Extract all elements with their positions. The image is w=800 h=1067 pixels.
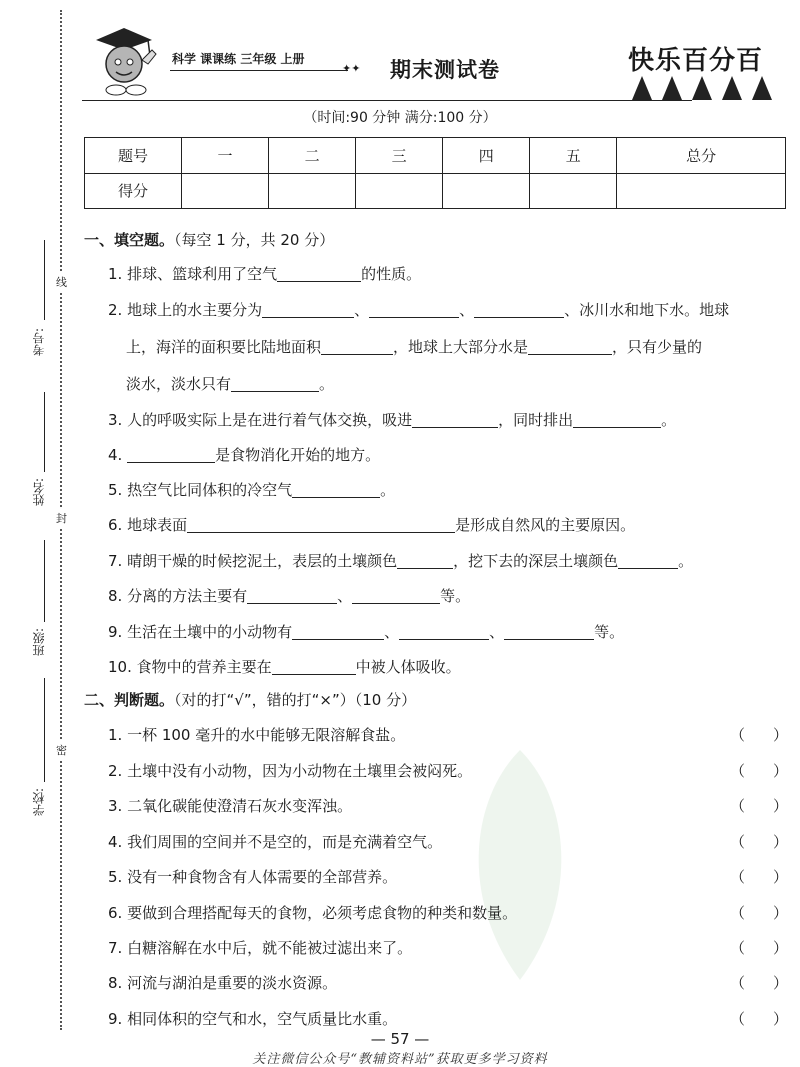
paren-open: （ [730, 726, 746, 744]
exam-number-blank[interactable] [44, 240, 45, 320]
question-text: 9. 生活在土壤中的小动物有 [108, 623, 293, 641]
answer-blank[interactable] [277, 267, 361, 282]
question-text: ，只有少量的 [612, 338, 703, 356]
table-cell: 得分 [85, 173, 182, 209]
table-cell: 三 [356, 138, 443, 174]
question-text: 等。 [594, 623, 625, 641]
paren-close: ） [772, 833, 788, 851]
score-input-cell[interactable] [269, 173, 356, 209]
answer-blank[interactable] [474, 303, 564, 318]
paren-close: ） [772, 974, 788, 992]
score-input-cell[interactable] [356, 173, 443, 209]
question-1 [108, 263, 421, 284]
question-text: 10. 食物中的营养主要在 [108, 658, 272, 676]
judgment-item-6: 6. 要做到合理搭配每天的食物，必须考虑食物的种类和数量。 [108, 904, 518, 922]
paper-title: 期末测试卷 [390, 58, 500, 82]
answer-blank[interactable] [528, 340, 612, 355]
section-true-false-heading [84, 689, 416, 710]
answer-blank[interactable] [292, 625, 384, 640]
answer-blank[interactable] [292, 483, 380, 498]
question-text: 是食物消化开始的地方。 [215, 446, 381, 464]
school-blank[interactable] [44, 678, 45, 782]
paren-close: ） [772, 797, 788, 815]
score-input-cell[interactable] [182, 173, 269, 209]
score-input-cell[interactable] [443, 173, 530, 209]
answer-parentheses[interactable] [730, 795, 788, 816]
answer-blank[interactable] [272, 660, 356, 675]
question-text: 、 [489, 623, 505, 641]
question-text: 5. 热空气比同体积的冷空气 [108, 481, 293, 499]
answer-blank[interactable] [573, 413, 661, 428]
answer-parentheses[interactable] [730, 972, 788, 993]
question-text: ，地球上大部分水是 [393, 338, 529, 356]
paren-close: ） [772, 1010, 788, 1028]
paren-open: （ [730, 974, 746, 992]
answer-blank[interactable] [247, 589, 337, 604]
paren-close: ） [772, 726, 788, 744]
answer-parentheses[interactable] [730, 902, 788, 923]
question-text: 、 [384, 623, 400, 641]
table-cell: 二 [269, 138, 356, 174]
question-5 [108, 479, 395, 500]
answer-blank[interactable] [352, 589, 440, 604]
table-cell: 四 [443, 138, 530, 174]
question-text: 8. 分离的方法主要有 [108, 587, 248, 605]
score-table-header-row [85, 138, 786, 174]
question-text: 6. 地球表面 [108, 516, 188, 534]
question-text: 。 [380, 481, 396, 499]
judgment-item-7: 7. 白糖溶解在水中后，就不能被过滤出来了。 [108, 939, 413, 957]
brand-peaks-icon [628, 72, 780, 102]
paren-open: （ [730, 904, 746, 922]
answer-parentheses[interactable] [730, 1008, 788, 1029]
question-6 [108, 514, 635, 535]
school-label: 学校: [32, 788, 46, 817]
table-cell: 一 [182, 138, 269, 174]
section-title: 一、填空题。 [84, 231, 175, 249]
paren-open: （ [730, 762, 746, 780]
question-9 [108, 621, 624, 642]
header-rule [82, 100, 692, 101]
mascot-logo [88, 22, 168, 102]
question-2-line-2 [126, 336, 702, 357]
paren-open: （ [730, 868, 746, 886]
question-text: 中被人体吸收。 [355, 658, 461, 676]
question-text: 、 [354, 301, 370, 319]
answer-blank[interactable] [504, 625, 594, 640]
question-text: 2. 地球上的水主要分为 [108, 301, 263, 319]
question-text: 3. 人的呼吸实际上是在进行着气体交换，吸进 [108, 411, 413, 429]
table-cell: 题号 [85, 138, 182, 174]
answer-blank[interactable] [231, 377, 319, 392]
name-blank[interactable] [44, 392, 45, 472]
judgment-item-9: 9. 相同体积的空气和水，空气质量比水重。 [108, 1010, 398, 1028]
question-2-line-3 [126, 373, 334, 394]
score-table [84, 137, 786, 209]
question-text: 是形成自然风的主要原因。 [455, 516, 636, 534]
answer-blank[interactable] [397, 554, 453, 569]
exam-number-label: 考号: [32, 328, 46, 357]
class-label: 班级: [32, 628, 46, 657]
class-blank[interactable] [44, 540, 45, 622]
question-2 [108, 299, 729, 320]
question-text: 的性质。 [361, 265, 422, 283]
judgment-item-2: 2. 土壤中没有小动物，因为小动物在土壤里会被闷死。 [108, 762, 473, 780]
judgment-item-3: 3. 二氧化碳能使澄清石灰水变浑浊。 [108, 797, 353, 815]
question-4 [108, 444, 380, 465]
answer-parentheses[interactable] [730, 724, 788, 745]
answer-blank[interactable] [187, 518, 455, 533]
subject-arrow-icon: ✦✦ [342, 62, 361, 75]
judgment-item-1: 1. 一杯 100 毫升的水中能够无限溶解食盐。 [108, 726, 406, 744]
seal-word-secret: 密 [56, 740, 67, 760]
question-text: 。 [661, 411, 677, 429]
section-fill-in-heading [84, 229, 334, 250]
answer-blank[interactable] [127, 448, 215, 463]
paren-close: ） [772, 939, 788, 957]
brand-title: 快乐百分百 [628, 46, 764, 76]
score-input-cell[interactable] [530, 173, 617, 209]
question-text: 。 [319, 375, 335, 393]
question-text: 淡水，淡水只有 [126, 375, 232, 393]
name-label: 姓名: [32, 478, 46, 507]
question-text: ，同时排出 [498, 411, 574, 429]
section-title: 二、判断题。 [84, 691, 175, 709]
paren-open: （ [730, 1010, 746, 1028]
question-7 [108, 550, 693, 571]
question-8 [108, 585, 470, 606]
question-3 [108, 409, 676, 430]
question-text: 、 [337, 587, 353, 605]
question-text: 上，海洋的面积要比陆地面积 [126, 338, 322, 356]
question-text: 等。 [440, 587, 471, 605]
judgment-item-5: 5. 没有一种食物含有人体需要的全部营养。 [108, 868, 398, 886]
answer-parentheses[interactable] [730, 866, 788, 887]
question-text: 、 [459, 301, 475, 319]
paren-open: （ [730, 797, 746, 815]
answer-parentheses[interactable] [730, 831, 788, 852]
answer-blank[interactable] [618, 554, 678, 569]
section-note: （对的打“√”，错的打“×”）（10 分） [174, 691, 417, 709]
question-text: 7. 晴朗干燥的时候挖泥土，表层的土壤颜色 [108, 552, 398, 570]
answer-blank[interactable] [262, 303, 354, 318]
judgment-item-8: 8. 河流与湖泊是重要的淡水资源。 [108, 974, 338, 992]
judgment-item-4: 4. 我们周围的空间并不是空的，而是充满着空气。 [108, 833, 443, 851]
question-text: 4. [108, 446, 128, 464]
answer-parentheses[interactable] [730, 937, 788, 958]
table-cell: 五 [530, 138, 617, 174]
question-10 [108, 656, 461, 677]
paren-close: ） [772, 904, 788, 922]
answer-parentheses[interactable] [730, 760, 788, 781]
page-number: — 57 — [370, 1030, 430, 1048]
answer-blank[interactable] [369, 303, 459, 318]
paren-close: ） [772, 762, 788, 780]
paren-open: （ [730, 833, 746, 851]
time-and-score-info: （时间:90 分钟 满分:100 分） [303, 110, 497, 126]
question-text: ，挖下去的深层土壤颜色 [453, 552, 619, 570]
seal-word-line: 线 [56, 272, 67, 292]
subject-rule [170, 70, 348, 71]
question-text: 、冰川水和地下水。地球 [564, 301, 730, 319]
paren-close: ） [772, 868, 788, 886]
question-text: 1. 排球、篮球利用了空气 [108, 265, 278, 283]
footer-note: 关注微信公众号“教辅资料站”获取更多学习资料 [252, 1052, 548, 1067]
section-note: （每空 1 分，共 20 分） [174, 231, 335, 249]
answer-blank[interactable] [412, 413, 498, 428]
subject-line: 科学 课课练 三年级 上册 [172, 52, 305, 66]
answer-blank[interactable] [399, 625, 489, 640]
paren-open: （ [730, 939, 746, 957]
seal-word-seal: 封 [56, 508, 67, 528]
score-table-score-row [85, 173, 786, 209]
question-text: 。 [678, 552, 694, 570]
answer-blank[interactable] [321, 340, 393, 355]
score-input-cell[interactable] [617, 173, 786, 209]
table-cell: 总分 [617, 138, 786, 174]
